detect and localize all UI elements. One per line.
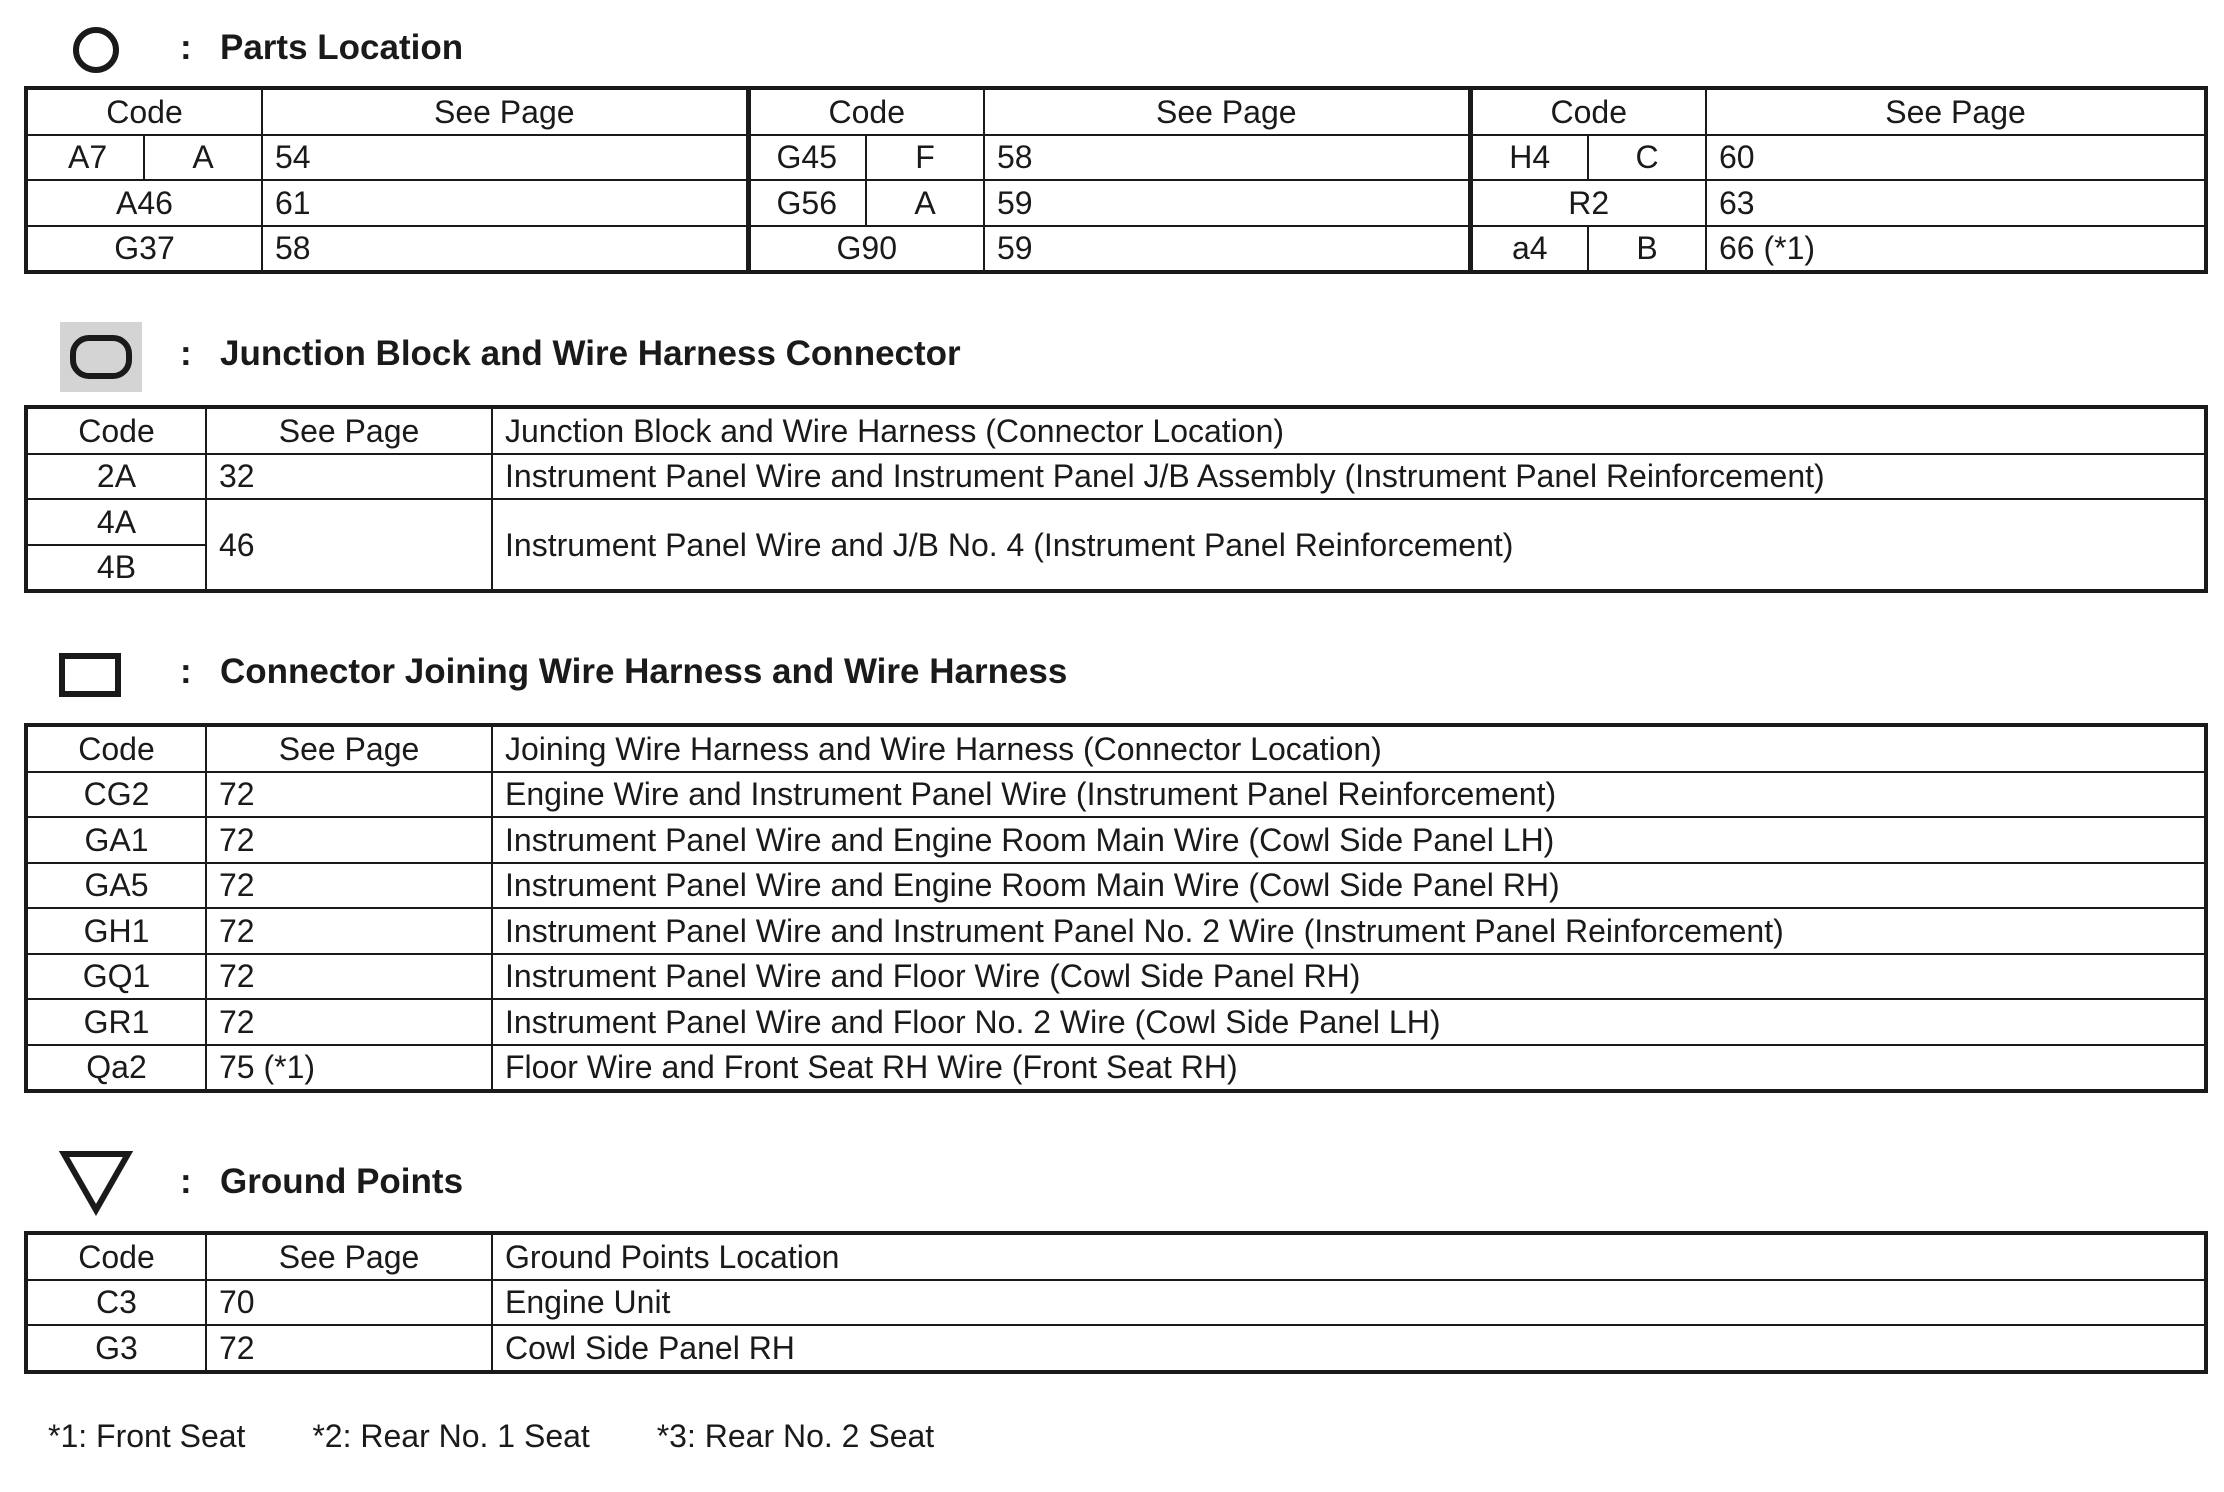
code-cell: 4A xyxy=(26,499,206,545)
code-cell: GQ1 xyxy=(26,954,206,1000)
description-cell: Instrument Panel Wire and Floor No. 2 Wire (Cowl Side Panel LH) xyxy=(492,999,2206,1045)
code-cell: G90 xyxy=(748,226,984,273)
sub-code-cell: C xyxy=(1588,135,1706,181)
code-cell: Qa2 xyxy=(26,1045,206,1092)
footnote-3: *3: Rear No. 2 Seat xyxy=(656,1418,935,1454)
section-colon: : xyxy=(180,334,192,373)
table-row xyxy=(26,863,2206,909)
code-cell: 2A xyxy=(26,454,206,500)
page-cell: 75 (*1) xyxy=(206,1045,492,1092)
description-cell: Engine Unit xyxy=(492,1280,2206,1326)
table-header-row xyxy=(26,88,2206,135)
page-cell: 72 xyxy=(206,908,492,954)
col-header-see-page: See Page xyxy=(206,407,492,454)
table-row xyxy=(26,817,2206,863)
page-cell: 59 xyxy=(984,180,1470,226)
table-header-row xyxy=(26,407,2206,454)
description-cell: Instrument Panel Wire and Instrument Panel No. 2 Wire (Instrument Panel Reinforcement) xyxy=(492,908,2206,954)
code-cell: G3 xyxy=(26,1325,206,1372)
col-header-see-page: See Page xyxy=(1706,88,2206,135)
description-cell: Cowl Side Panel RH xyxy=(492,1325,2206,1372)
page-cell: 54 xyxy=(262,135,748,181)
col-header-see-page: See Page xyxy=(206,725,492,772)
description-cell: Instrument Panel Wire and Engine Room Main Wire (Cowl Side Panel LH) xyxy=(492,817,2206,863)
description-cell: Instrument Panel Wire and Engine Room Main Wire (Cowl Side Panel RH) xyxy=(492,863,2206,909)
table-row xyxy=(26,1280,2206,1326)
ground-points-header xyxy=(58,1150,1958,1220)
section-colon: : xyxy=(180,28,192,67)
table-header-row xyxy=(26,1233,2206,1280)
page-cell: 58 xyxy=(262,226,748,273)
ground-points-table xyxy=(24,1231,2208,1374)
section-title: Parts Location xyxy=(220,28,464,67)
footnote-1: *1: Front Seat xyxy=(48,1418,246,1454)
page-cell: 32 xyxy=(206,454,492,500)
code-cell: CG2 xyxy=(26,772,206,818)
col-header-code: Code xyxy=(26,407,206,454)
section-colon: : xyxy=(180,652,192,691)
table-row xyxy=(26,180,2206,226)
junction-block-table xyxy=(24,405,2208,593)
page-cell: 72 xyxy=(206,817,492,863)
page-cell: 70 xyxy=(206,1280,492,1326)
parts-location-header xyxy=(58,16,1958,86)
rectangle-icon xyxy=(58,640,148,710)
footnotes xyxy=(48,1418,992,1455)
junction-block-header xyxy=(58,322,1958,392)
page-cell: 46 xyxy=(206,499,492,591)
col-header-code: Code xyxy=(26,1233,206,1280)
sub-code-cell: F xyxy=(866,135,984,181)
table-row xyxy=(26,772,2206,818)
section-title: Junction Block and Wire Harness Connector xyxy=(220,334,961,373)
table-row xyxy=(26,1325,2206,1372)
page-cell: 72 xyxy=(206,863,492,909)
code-cell: A46 xyxy=(26,180,262,226)
footnote-2: *2: Rear No. 1 Seat xyxy=(312,1418,590,1454)
triangle-down-icon xyxy=(58,1150,148,1220)
connector-joining-table xyxy=(24,723,2208,1093)
sub-code-cell: A xyxy=(866,180,984,226)
col-header-description: Joining Wire Harness and Wire Harness (Connector Location) xyxy=(492,725,2206,772)
page-cell: 72 xyxy=(206,772,492,818)
table-header-row xyxy=(26,725,2206,772)
table-row xyxy=(26,135,2206,181)
code-cell: 4B xyxy=(26,545,206,592)
sub-code-cell: B xyxy=(1588,226,1706,273)
rounded-rect-icon xyxy=(58,322,148,392)
col-header-code: Code xyxy=(26,88,262,135)
col-header-see-page: See Page xyxy=(206,1233,492,1280)
page-cell: 58 xyxy=(984,135,1470,181)
code-cell: R2 xyxy=(1470,180,1706,226)
description-cell: Instrument Panel Wire and Instrument Panel J/B Assembly (Instrument Panel Reinforcement) xyxy=(492,454,2206,500)
code-cell: GA1 xyxy=(26,817,206,863)
page-cell: 63 xyxy=(1706,180,2206,226)
page-cell: 72 xyxy=(206,1325,492,1372)
description-cell: Instrument Panel Wire and J/B No. 4 (Instrument Panel Reinforcement) xyxy=(492,499,2206,591)
col-header-description: Junction Block and Wire Harness (Connector Location) xyxy=(492,407,2206,454)
col-header-see-page: See Page xyxy=(984,88,1470,135)
page-cell: 59 xyxy=(984,226,1470,273)
sub-code-cell: A xyxy=(144,135,262,181)
section-colon: : xyxy=(180,1162,192,1201)
code-cell: G37 xyxy=(26,226,262,273)
col-header-code: Code xyxy=(1470,88,1706,135)
col-header-see-page: See Page xyxy=(262,88,748,135)
col-header-code: Code xyxy=(748,88,984,135)
code-cell: H4 xyxy=(1470,135,1588,181)
code-cell: GA5 xyxy=(26,863,206,909)
parts-location-table xyxy=(24,86,2208,274)
circle-icon xyxy=(58,16,148,86)
page-cell: 66 (*1) xyxy=(1706,226,2206,273)
table-row xyxy=(26,908,2206,954)
table-row xyxy=(26,1045,2206,1092)
table-row xyxy=(26,454,2206,500)
table-row xyxy=(26,226,2206,273)
code-cell: A7 xyxy=(26,135,144,181)
description-cell: Floor Wire and Front Seat RH Wire (Front Seat RH) xyxy=(492,1045,2206,1092)
code-cell: GR1 xyxy=(26,999,206,1045)
page-cell: 60 xyxy=(1706,135,2206,181)
section-title: Ground Points xyxy=(220,1162,464,1201)
page-cell: 72 xyxy=(206,999,492,1045)
description-cell: Instrument Panel Wire and Floor Wire (Cowl Side Panel RH) xyxy=(492,954,2206,1000)
table-row xyxy=(26,999,2206,1045)
code-cell: GH1 xyxy=(26,908,206,954)
code-cell: a4 xyxy=(1470,226,1588,273)
table-row xyxy=(26,499,2206,545)
page-cell: 61 xyxy=(262,180,748,226)
description-cell: Engine Wire and Instrument Panel Wire (Instrument Panel Reinforcement) xyxy=(492,772,2206,818)
connector-joining-header xyxy=(58,640,1958,710)
section-title: Connector Joining Wire Harness and Wire Harness xyxy=(220,652,1068,691)
code-cell: C3 xyxy=(26,1280,206,1326)
code-cell: G45 xyxy=(748,135,866,181)
col-header-description: Ground Points Location xyxy=(492,1233,2206,1280)
table-row xyxy=(26,954,2206,1000)
page-cell: 72 xyxy=(206,954,492,1000)
code-cell: G56 xyxy=(748,180,866,226)
col-header-code: Code xyxy=(26,725,206,772)
